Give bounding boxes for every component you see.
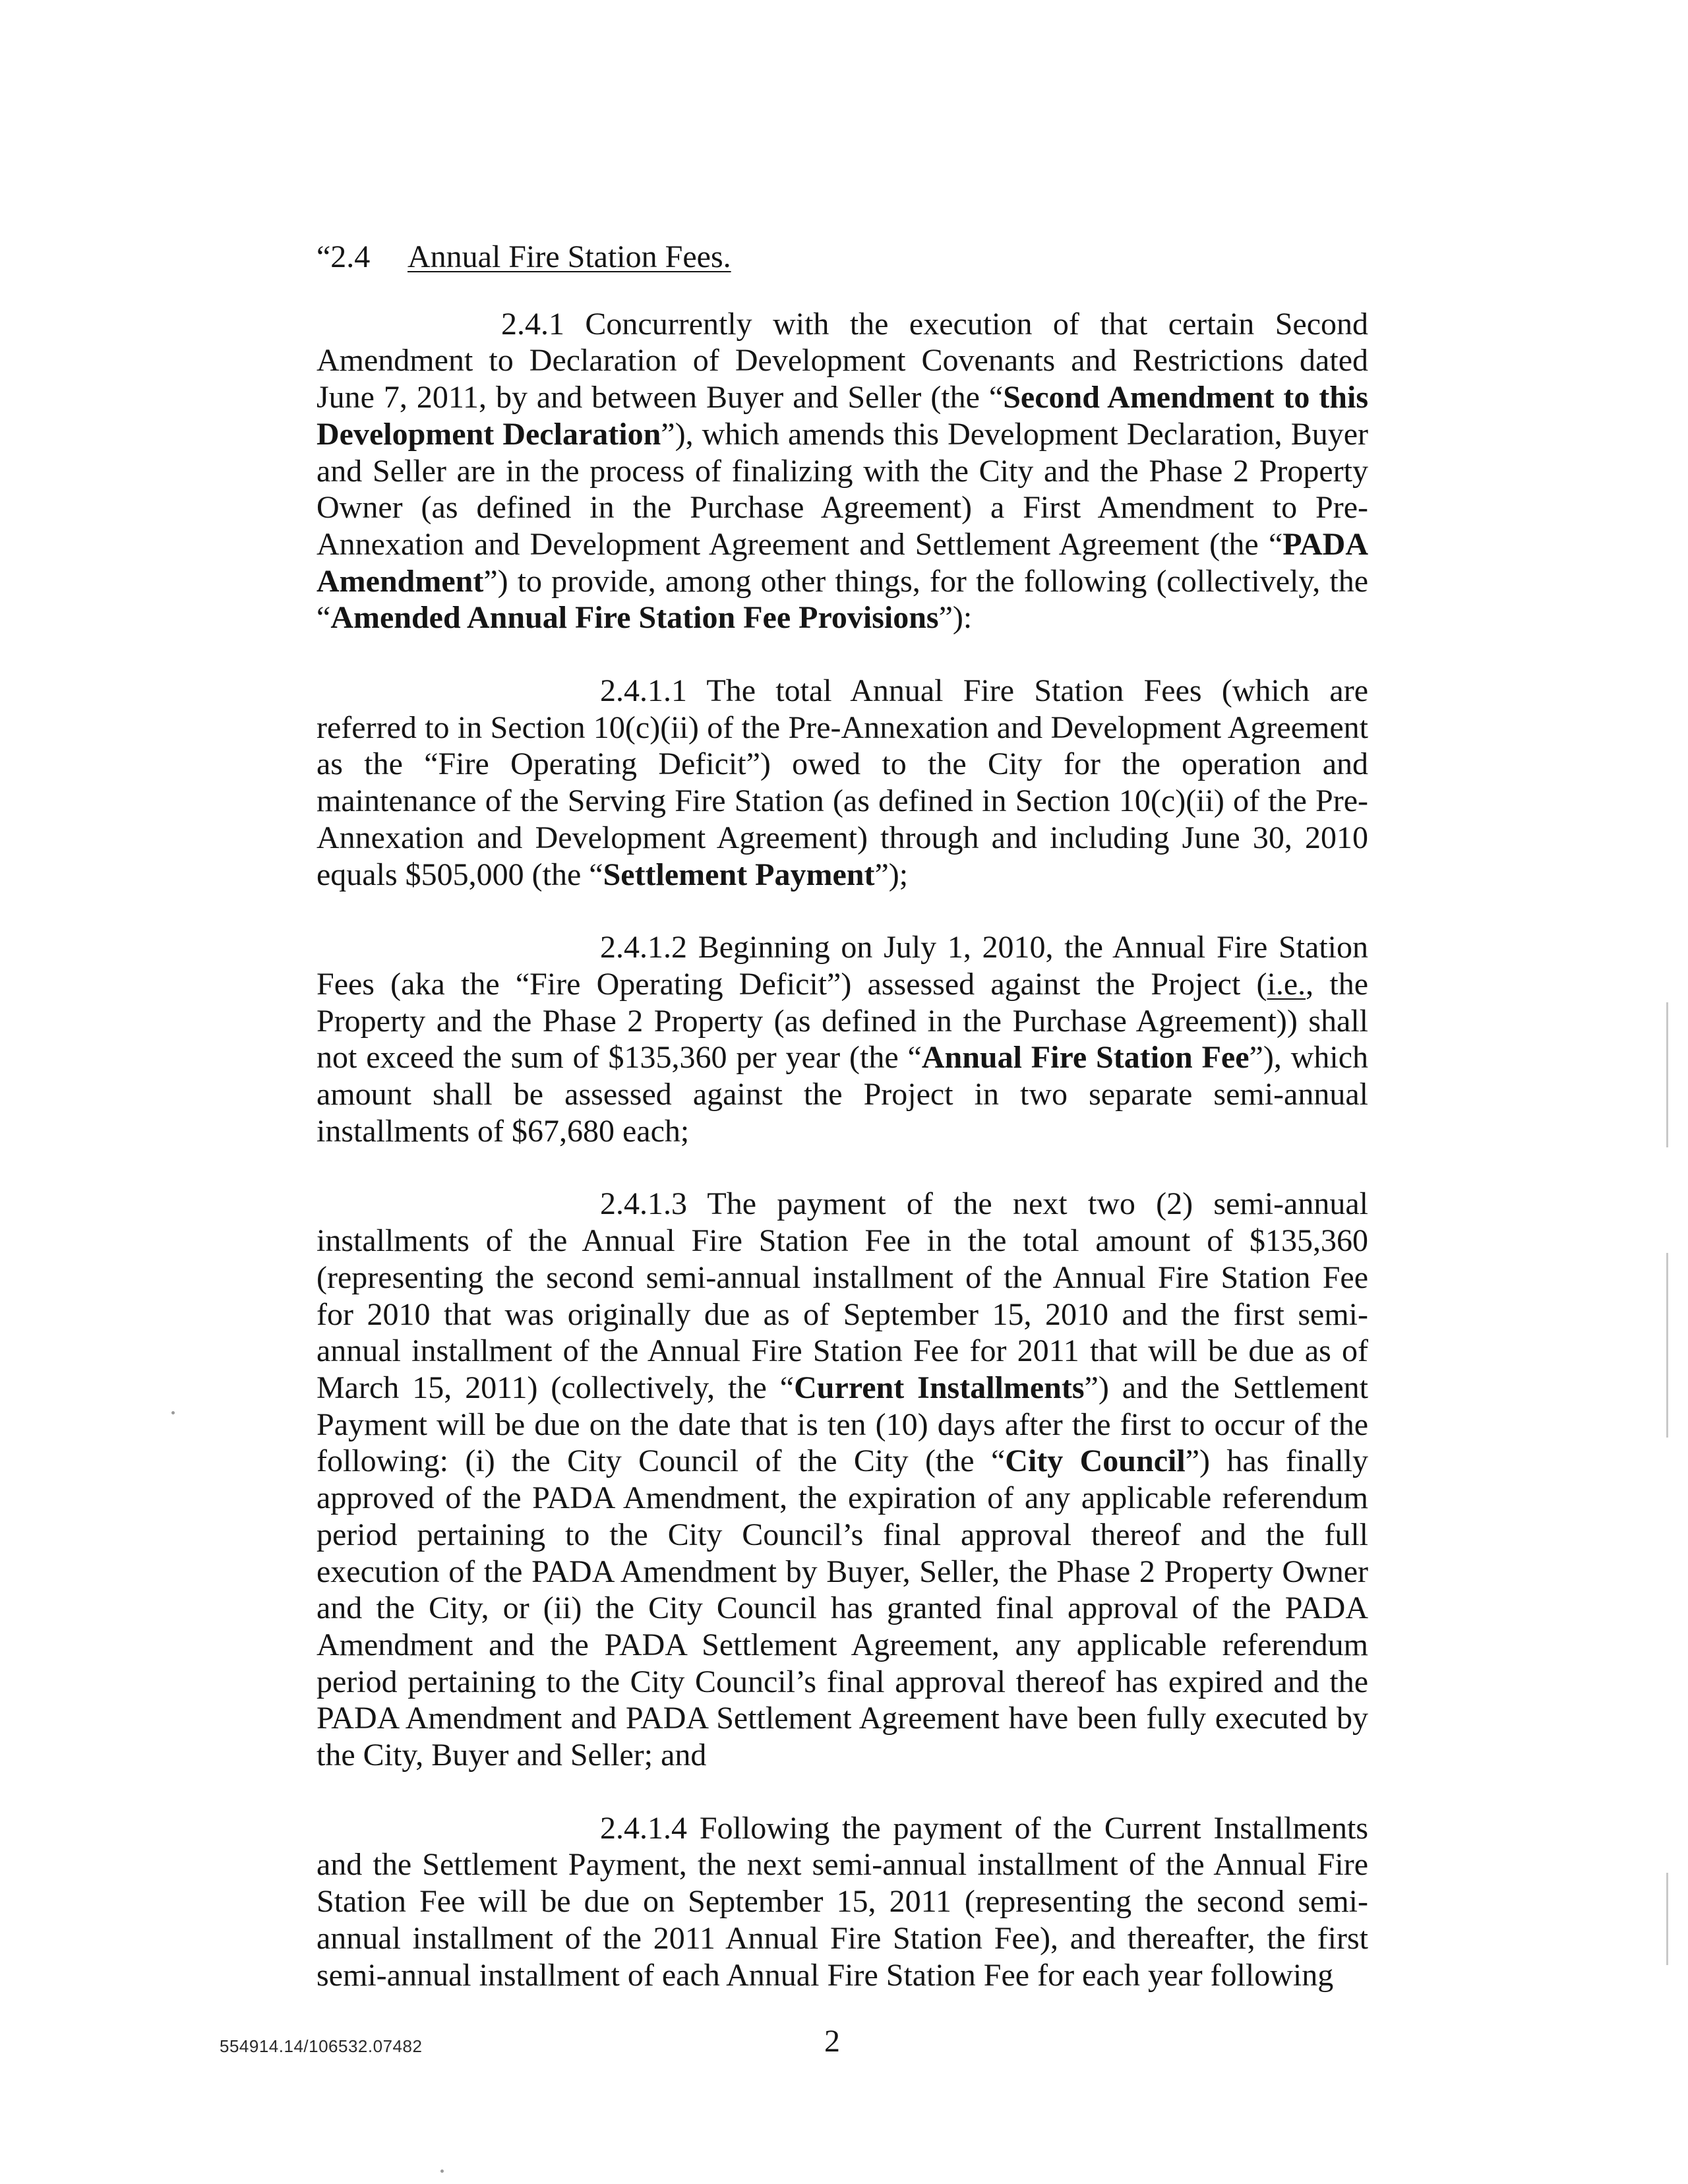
defined-term: City Council [1005,1443,1186,1479]
section-title: Annual Fire Station Fees. [407,239,731,274]
paragraph-2-4-1-2: 2.4.1.2 Beginning on July 1, 2010, the Annual Fire Station Fees (aka the “Fire Operating Deficit”) assessed against the Project (i.e., the Property and the Phase 2 Property (as defined in the Purchase Agreement)) shall not exceed the sum of $135,360 per year (the “Annual Fire Station Fee”), which amount shall be assessed against the Project in two separate semi-annual installments of $67,680 each; [316,930,1369,1149]
defined-term: PADA Amendment [316,526,1368,599]
scan-edge-mark [1666,1873,1668,1965]
defined-term: Current Installments [794,1370,1085,1405]
paragraph-2-4-1: 2.4.1 Concurrently with the execution of that certain Second Amendment to Declaration of Development Covenants and Restrictions dated June 7, 2011, by and between Buyer and Seller (the “Second Amendment to this Development Declaration”), which amends this Development Declaration, Buyer and Seller are in the process of finalizing with the City and the Phase 2 Property Owner (as defined in the Purchase Agreement) a First Amendment to Pre-Annexation and Development Agreement and Settlement Agreement (the “PADA Amendment”) to provide, among other things, for the following (collectively, the “Amended Annual Fire Station Fee Provisions”): [316,306,1369,636]
paragraph-2-4-1-1: 2.4.1.1 The total Annual Fire Station Fees (which are referred to in Section 10(c)(ii) of the Pre-Annexation and Development Agreement as the “Fire Operating Deficit”) owed to the City for the operation and maintenance of the Serving Fire Station (as defined in Section 10(c)(ii) of the Pre-Annexation and Development Agreement) through and including June 30, 2010 equals $505,000 (the “Settlement Payment”); [316,673,1368,892]
defined-term: Annual Fire Station Fee [921,1040,1250,1076]
defined-term: Settlement Payment [603,857,875,892]
document-id: 554914.14/106532.07482 [220,2036,423,2056]
paragraph-2-4-1-4: 2.4.1.4 Following the payment of the Current Installments and the Settlement Payment, the next semi-annual installment of the Annual Fire Station Fee will be due on September 15, 2011 (representing the second semi-annual installment of the 2011 Annual Fire Station Fee), and thereafter, the first semi-annual installment of each Annual Fire Station Fee for each year following [316,1810,1368,1993]
section-number: “2.4 [316,239,371,274]
scan-speck [171,1411,175,1414]
page-number: 2 [824,2024,840,2059]
scan-speck [440,2169,444,2173]
defined-term: Amended Annual Fire Station Fee Provisions [330,600,939,636]
paragraph-2-4-1-3: 2.4.1.3 The payment of the next two (2) semi-annual installments of the Annual Fire Station Fee in the total amount of $135,360 (representing the second semi-annual installment of the Annual Fire Station Fee for 2010 that was originally due as of September 15, 2010 and the first semi-annual installment of the Annual Fire Station Fee for 2011 that will be due as of March 15, 2011) (collectively, the “Current Installments”) and the Settlement Payment will be due on the date that is ten (10) days after the first to occur of the following: (i) the City Council of the City (the “City Council”) has finally approved of the PADA Amendment, the expiration of any applicable referendum period pertaining to the City Council’s final approval thereof and the full execution of the PADA Amendment by Buyer, Seller, the Phase 2 Property Owner and the City, or (ii) the City Council has granted final approval of the PADA Amendment and the PADA Settlement Agreement, any applicable referendum period pertaining to the City Council’s final approval thereof has expired and the PADA Amendment and PADA Settlement Agreement have been fully executed by the City, Buyer and Seller; and [316,1186,1369,1773]
scan-edge-mark [1666,1253,1668,1438]
document-body [316,239,1368,1993]
defined-term: Second Amendment to this Development Declaration [316,380,1369,452]
section-heading [316,239,1368,276]
scan-edge-mark [1666,1002,1668,1147]
underlined-term: i.e. [1267,966,1306,1002]
